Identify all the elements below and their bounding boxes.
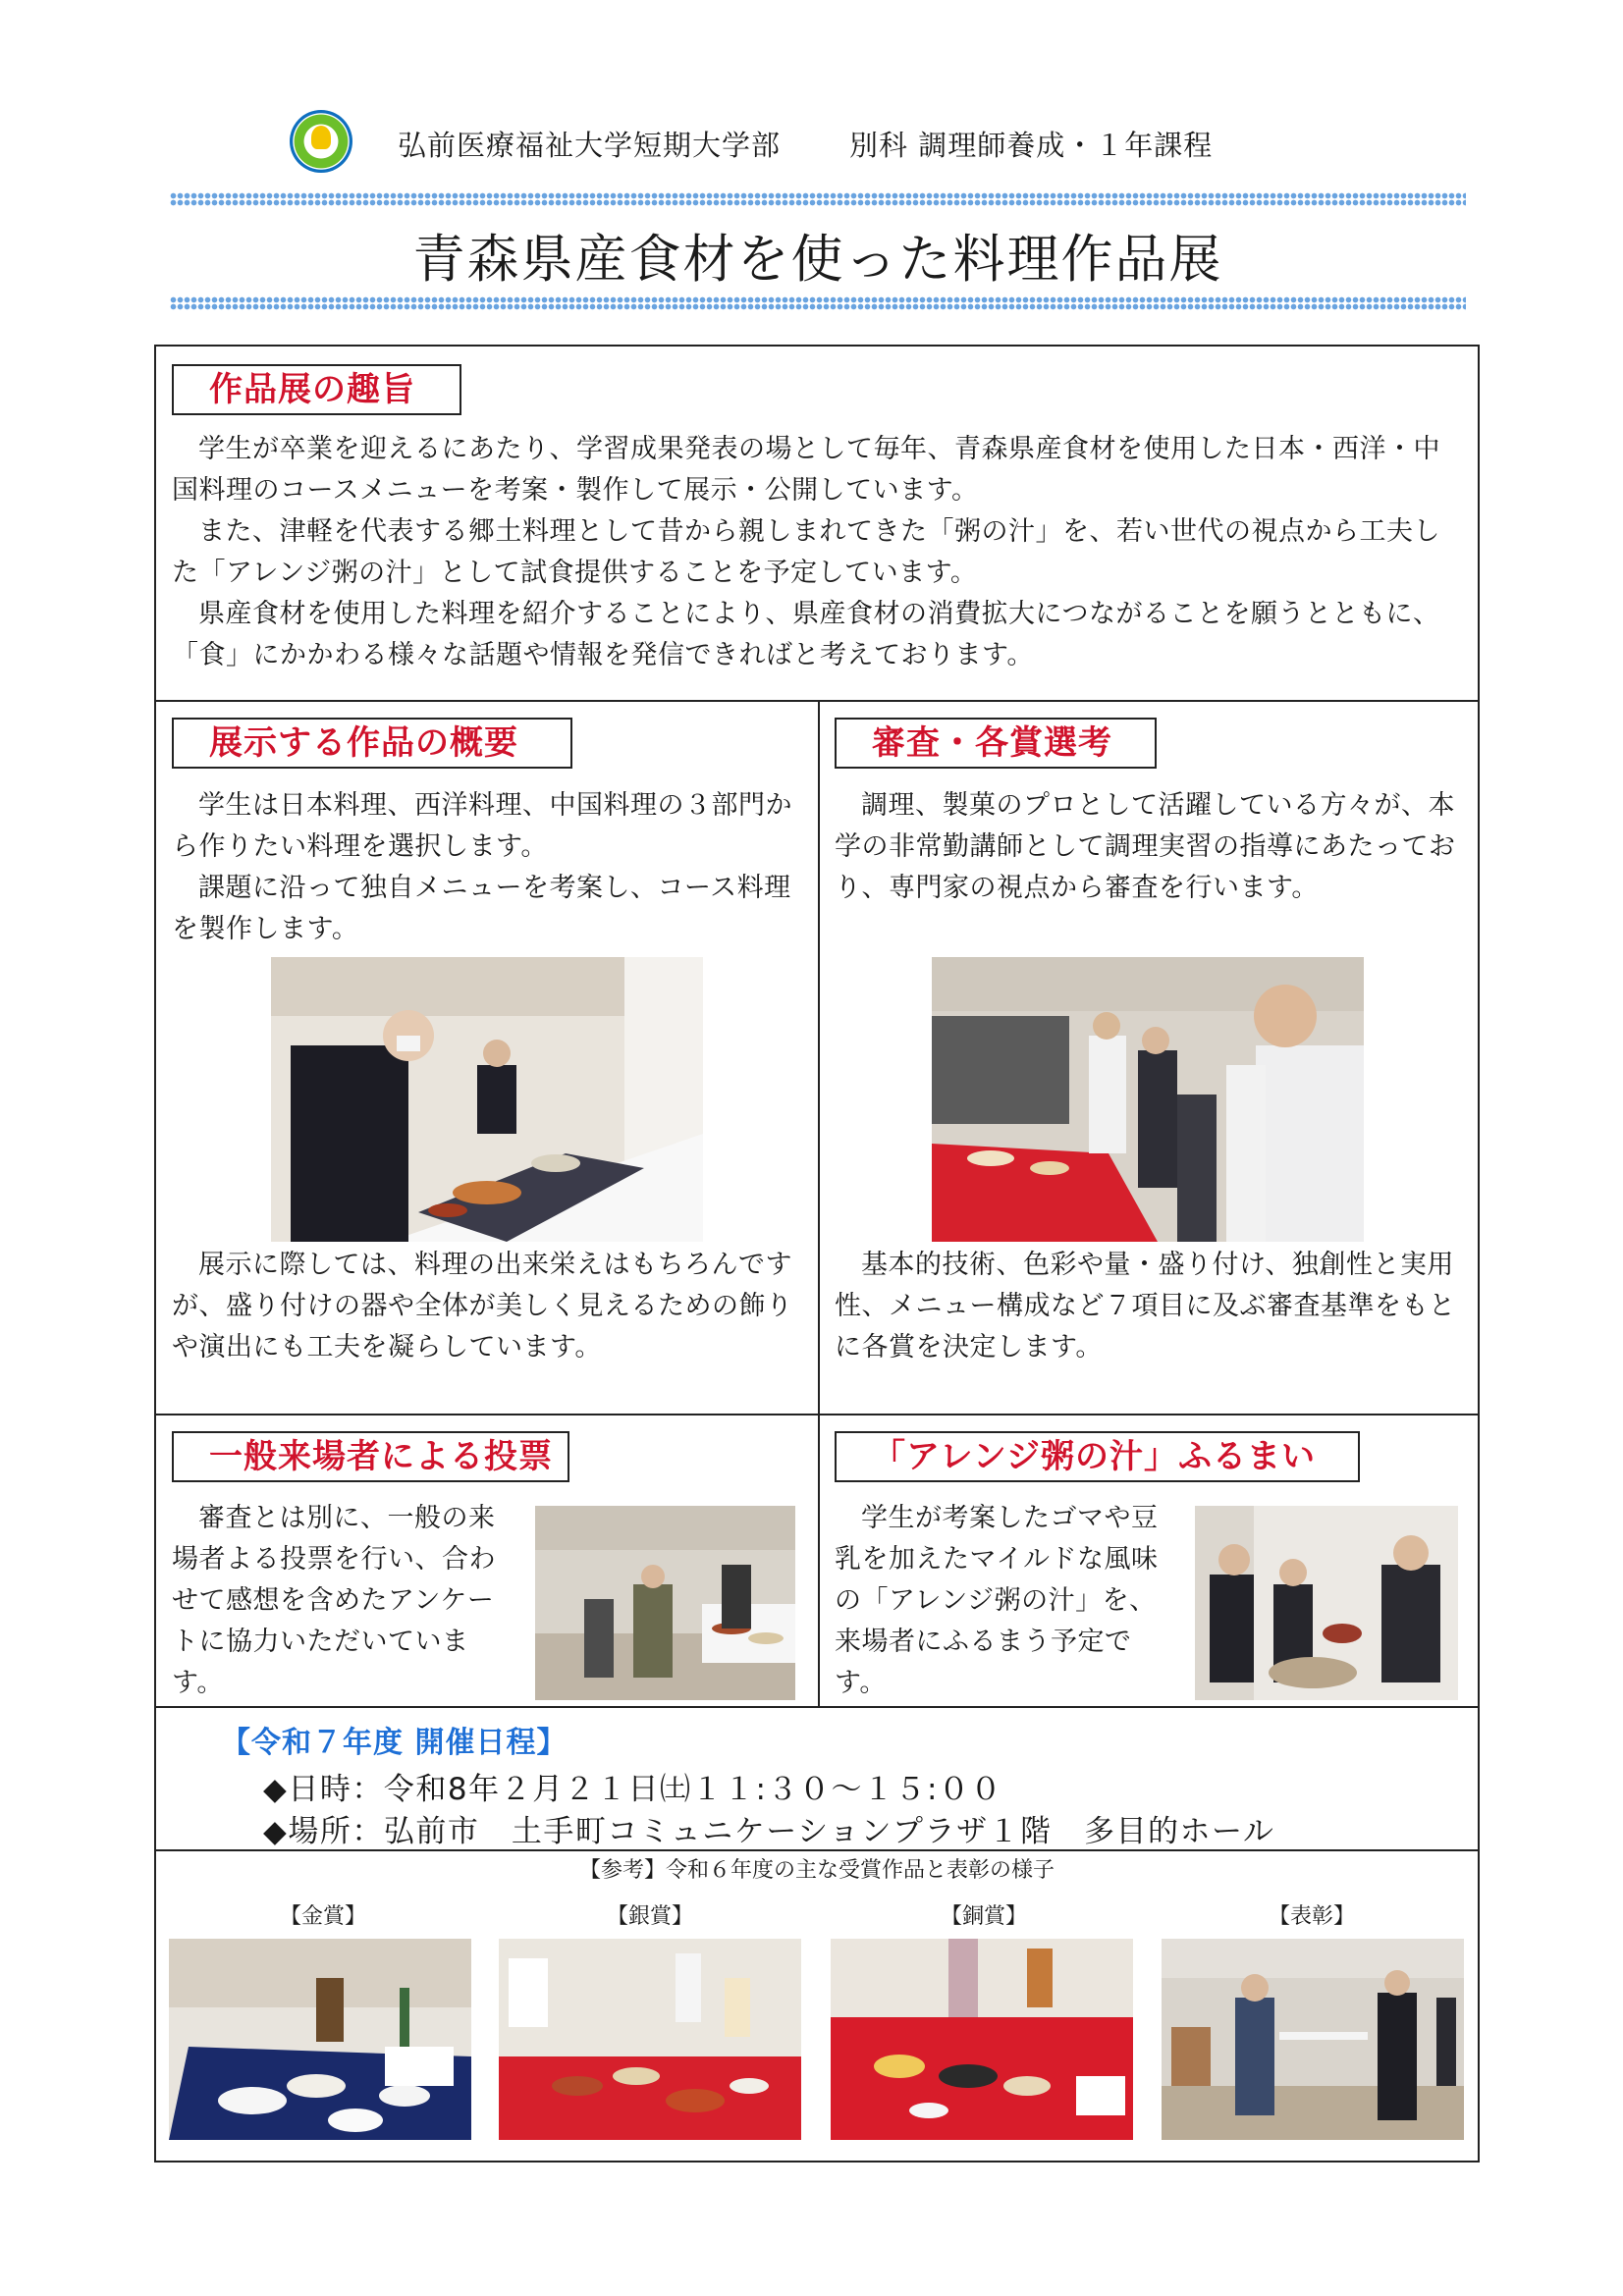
- schedule-place: ◆場所：弘前市 土手町コミュニケーションプラザ１階 多目的ホール: [263, 1814, 1275, 1849]
- silver-award-photo: [499, 1939, 801, 2140]
- ceremony-photo: [1162, 1939, 1464, 2140]
- dotted-divider-top: [170, 192, 1466, 206]
- section-label-tasting: 「アレンジ粥の汁」ふるまい: [835, 1431, 1360, 1482]
- paragraph: 展示に際しては、料理の出来栄えはもちろんですが、盛り付けの器や全体が美しく見えるための飾りや演出にも工夫を凝らしています。: [172, 1250, 793, 1362]
- header: [290, 110, 1370, 169]
- judging-text: [835, 785, 1473, 909]
- award-label-gold: 【金賞】: [280, 1904, 367, 1929]
- reference-title: 【参考】令和６年度の主な受賞作品と表彰の様子: [578, 1858, 1055, 1883]
- paragraph: 調理、製菓のプロとして活躍している方々が、本学の非常勤講師として調理実習の指導にあたっており、専門家の視点から審査を行います。: [835, 790, 1456, 903]
- divider: [154, 1706, 1480, 1708]
- judging-bottom-text: [835, 1245, 1473, 1368]
- exhibition-photo: [271, 957, 703, 1242]
- overview-bottom-text: [172, 1245, 810, 1368]
- purpose-text: [172, 429, 1458, 676]
- paragraph: 学生が考案したゴマや豆乳を加えたマイルドな風味の「アレンジ粥の汁」を、来場者にふるまう予定です。: [835, 1503, 1159, 1698]
- section-label-overview: 展示する作品の概要: [172, 718, 572, 769]
- section-label-voting: 一般来場者による投票: [172, 1431, 569, 1482]
- tasting-photo: [1195, 1506, 1458, 1700]
- divider: [154, 1414, 1480, 1415]
- page-title: 青森県産食材を使った料理作品展: [412, 230, 1223, 290]
- paragraph: また、津軽を代表する郷土料理として昔から親しまれてきた「粥の汁」を、若い世代の視点から工夫した「アレンジ粥の汁」として試食提供することを予定しています。: [172, 516, 1440, 588]
- voting-text: [172, 1498, 506, 1704]
- paragraph: 審査とは別に、一般の来場者よる投票を行い、合わせて感想を含めたアンケートに協力いただいています。: [172, 1503, 496, 1698]
- section-label-judging: 審査・各賞選考: [835, 718, 1157, 769]
- voting-photo: [535, 1506, 795, 1700]
- bronze-award-photo: [831, 1939, 1133, 2140]
- judging-photo: [932, 957, 1364, 1242]
- institution-name: 弘前医療福祉大学短期大学部: [398, 129, 782, 162]
- paragraph: 県産食材を使用した料理を紹介することにより、県産食材の消費拡大につながることを願うとともに、「食」にかかわる様々な話題や情報を発信できればと考えております。: [172, 599, 1440, 670]
- gold-award-photo: [169, 1939, 471, 2140]
- tasting-text: [835, 1498, 1168, 1704]
- schedule-date: ◆日時：令和8年２月２１日㈯１１:３０〜１５:００: [263, 1772, 1002, 1807]
- university-logo-icon: [290, 110, 352, 173]
- divider: [154, 700, 1480, 702]
- paragraph: 学生が卒業を迎えるにあたり、学習成果発表の場として毎年、青森県産食材を使用した日本・西洋・中国料理のコースメニューを考案・製作して展示・公開しています。: [172, 434, 1440, 506]
- course-name: 別科 調理師養成・１年課程: [849, 129, 1214, 162]
- schedule-heading: 【令和７年度 開催日程】: [221, 1726, 568, 1760]
- column-divider: [818, 700, 820, 1708]
- paragraph: 課題に沿って独自メニューを考案し、コース料理を製作します。: [172, 873, 791, 944]
- overview-text: [172, 785, 810, 950]
- award-label-silver: 【銀賞】: [607, 1904, 694, 1929]
- award-label-ceremony: 【表彰】: [1269, 1904, 1356, 1929]
- section-label-purpose: 作品展の趣旨: [172, 364, 461, 415]
- paragraph: 基本的技術、色彩や量・盛り付け、独創性と実用性、メニュー構成など７項目に及ぶ審査基準をもとに各賞を決定します。: [835, 1250, 1456, 1362]
- paragraph: 学生は日本料理、西洋料理、中国料理の３部門から作りたい料理を選択します。: [172, 790, 792, 862]
- dotted-divider-bottom: [170, 296, 1466, 310]
- award-label-bronze: 【銅賞】: [941, 1904, 1028, 1929]
